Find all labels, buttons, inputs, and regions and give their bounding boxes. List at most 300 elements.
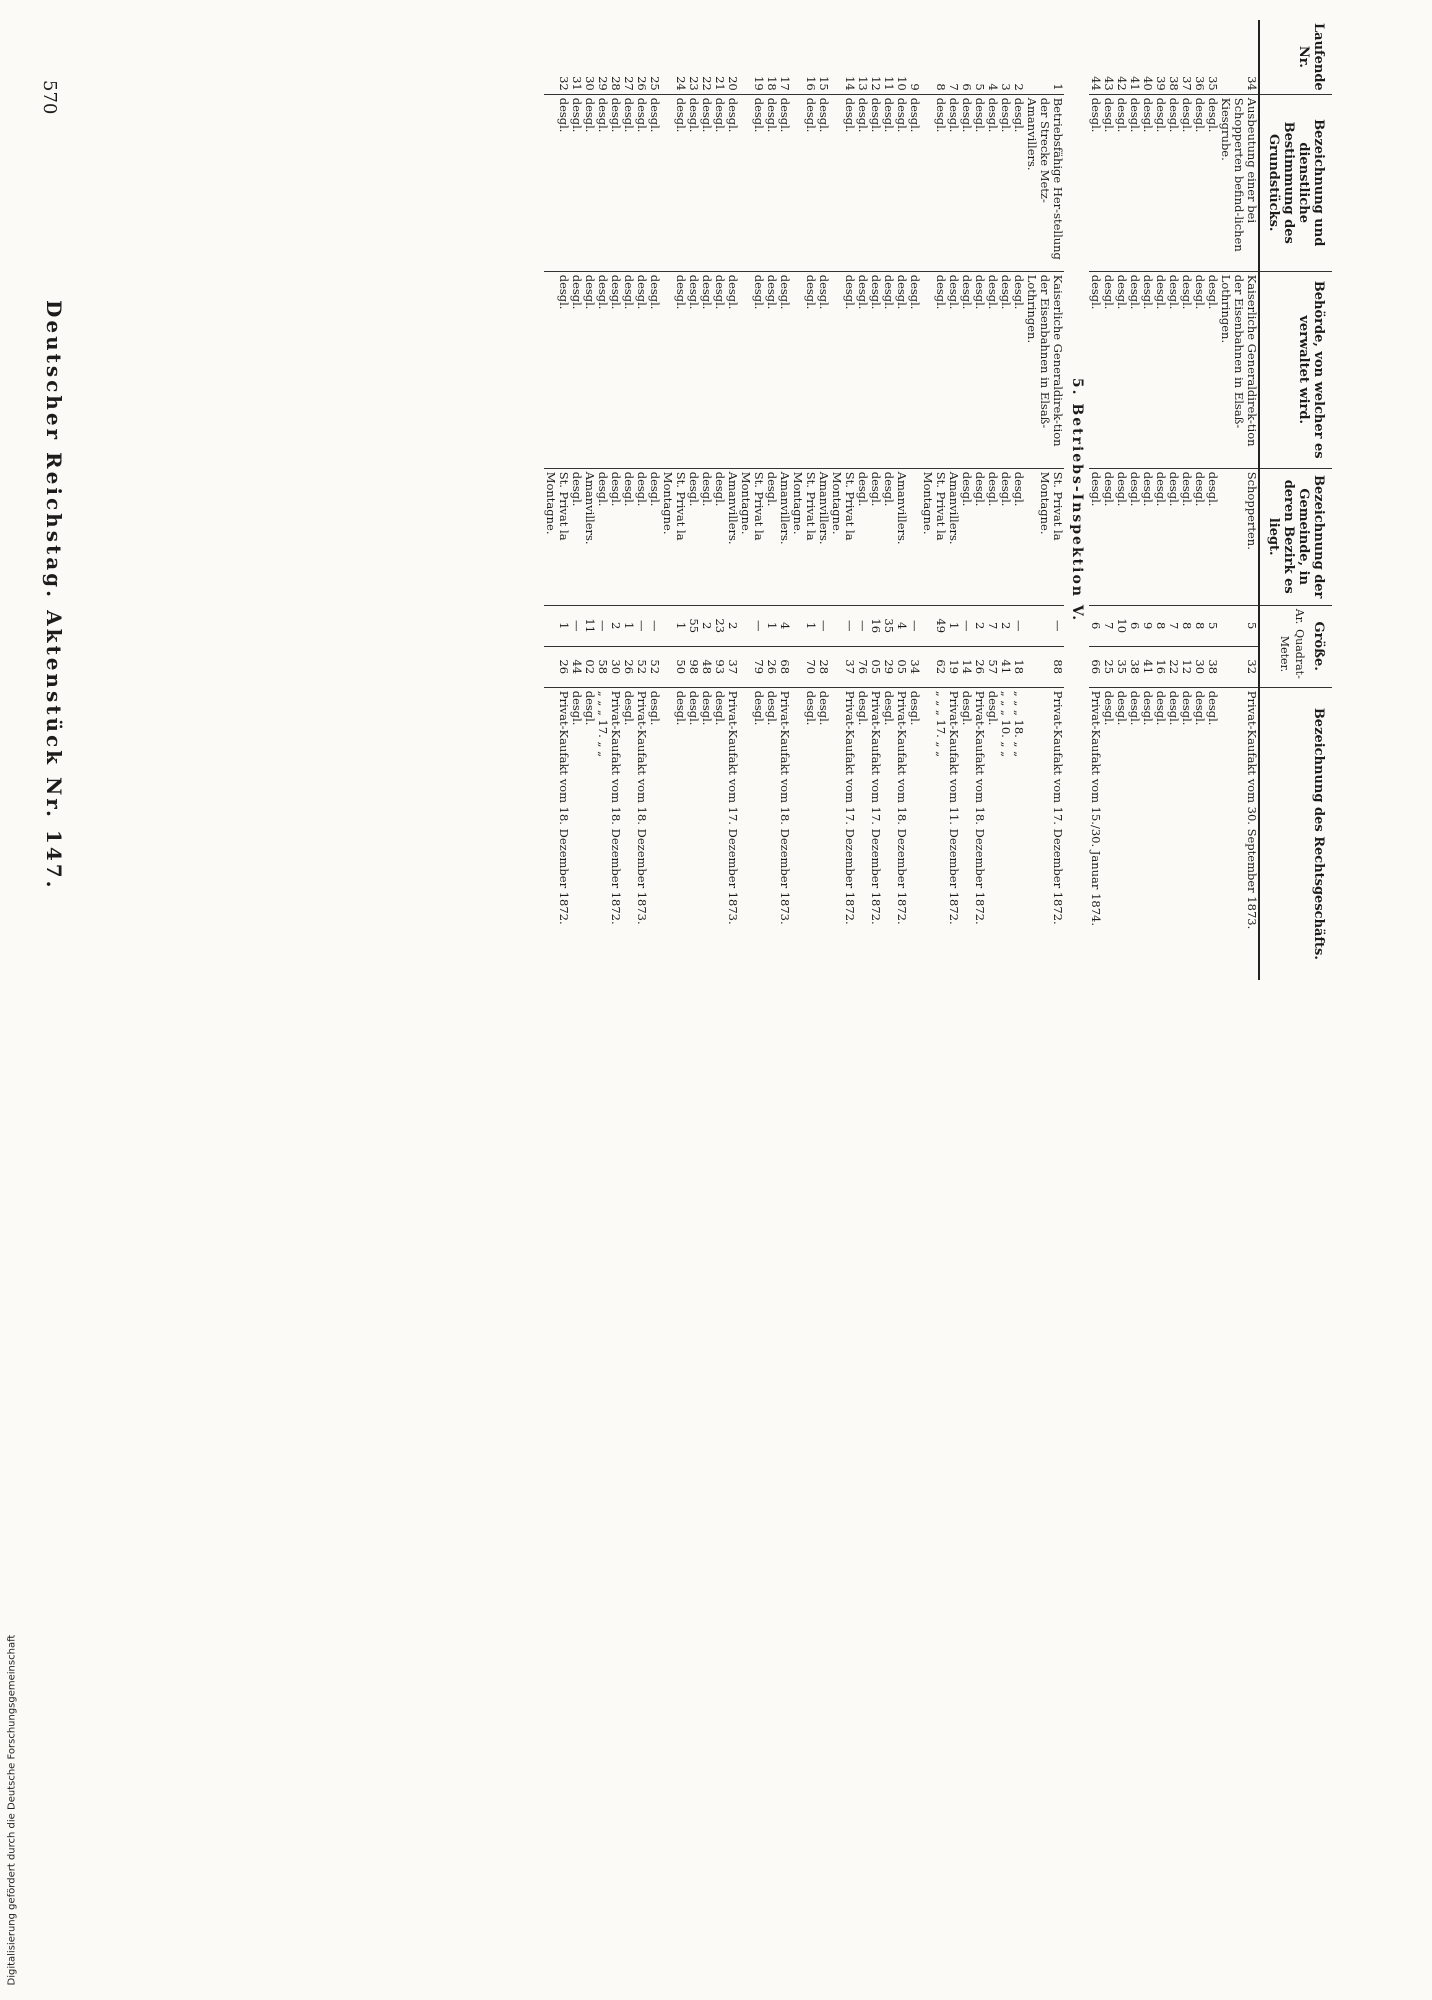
cell-qm: 41: [1141, 646, 1154, 687]
cell-qm: 57: [986, 646, 999, 687]
cell-rechtsgeschaeft: Privat-Kaufakt vom 17. Dezember 1873.: [726, 687, 739, 980]
cell-rechtsgeschaeft: desgl.: [700, 687, 713, 980]
cell-rechtsgeschaeft: Privat-Kaufakt vom 30. September 1873.: [1219, 687, 1259, 980]
cell-bezeichnung: desgl.: [570, 94, 583, 271]
table-row: [726, 20, 739, 980]
cell-nr: 20: [726, 76, 740, 91]
table-row: [1180, 20, 1193, 980]
cell-nr: 22: [700, 76, 714, 91]
cell-gemeinde: Amanvillers.: [947, 468, 960, 605]
cell-gemeinde: desgl.: [986, 468, 999, 605]
cell-bezeichnung: desgl.: [882, 94, 895, 271]
cell-ar: —: [817, 605, 830, 646]
cell-bezeichnung: desgl.: [1115, 94, 1128, 271]
cell-qm: 18: [1012, 646, 1025, 687]
cell-gemeinde: desgl.: [713, 468, 726, 605]
cell-bezeichnung: desgl.: [609, 94, 622, 271]
cell-bezeichnung: desgl.: [713, 94, 726, 271]
cell-gemeinde: St. Privat la Montagne.: [921, 468, 947, 605]
cell-behoerde: desgl.: [778, 271, 791, 468]
cell-ar: —: [1012, 605, 1025, 646]
cell-qm: 35: [1115, 646, 1128, 687]
cell-nr: 10: [895, 76, 909, 91]
cell-nr: 2: [1012, 83, 1026, 91]
cell-behoerde: desgl.: [687, 271, 700, 468]
cell-bezeichnung: desgl.: [1206, 94, 1219, 271]
cell-qm: 37: [726, 646, 739, 687]
cell-behoerde: desgl.: [1154, 271, 1167, 468]
cell-nr: 27: [622, 76, 636, 91]
cell-bezeichnung: desgl.: [817, 94, 830, 271]
cell-behoerde: desgl.: [960, 271, 973, 468]
cell-qm: 30: [1193, 646, 1206, 687]
cell-gemeinde: St. Privat la Montagne.: [791, 468, 817, 605]
digitization-note-text: Digitalisierung gefördert durch die Deutsche Forschungsgemeinschaft: [6, 1634, 18, 1986]
table-row: [869, 20, 882, 980]
cell-behoerde: desgl.: [1102, 271, 1115, 468]
cell-nr: 13: [856, 76, 870, 91]
cell-nr: 6: [960, 83, 974, 91]
cell-gemeinde: desgl.: [765, 468, 778, 605]
cell-nr: 31: [570, 76, 584, 91]
cell-nr: 36: [1193, 76, 1207, 91]
cell-bezeichnung: desgl.: [1193, 94, 1206, 271]
cell-gemeinde: desgl.: [960, 468, 973, 605]
cell-qm: 37: [830, 646, 856, 687]
table-row: [622, 20, 635, 980]
cell-bezeichnung: desgl.: [973, 94, 986, 271]
cell-bezeichnung: desgl.: [635, 94, 648, 271]
cell-ar: 2: [973, 605, 986, 646]
cell-behoerde: Kaiserliche Generaldirek-tion der Eisenbahnen in Elsaß-Lothringen.: [1219, 271, 1259, 468]
cell-rechtsgeschaeft: Privat-Kaufakt vom 17. Dezember 1872.: [830, 687, 856, 980]
cell-nr: 28: [609, 76, 623, 91]
cell-gemeinde: desgl.: [622, 468, 635, 605]
cell-qm: 12: [1180, 646, 1193, 687]
cell-rechtsgeschaeft: desgl.: [1167, 687, 1180, 980]
cell-behoerde: desgl.: [908, 271, 921, 468]
cell-qm: 16: [1154, 646, 1167, 687]
cell-rechtsgeschaeft: Privat-Kaufakt vom 18. Dezember 1872.: [895, 687, 908, 980]
table-row: [1089, 20, 1102, 980]
cell-bezeichnung: desgl.: [921, 94, 947, 271]
cell-gemeinde: St. Privat la Montagne.: [1025, 468, 1064, 605]
table-row: [1219, 20, 1259, 980]
cell-rechtsgeschaeft: Privat-Kaufakt vom 11. Dezember 1872.: [947, 687, 960, 980]
cell-ar: 1: [947, 605, 960, 646]
cell-bezeichnung: desgl.: [661, 94, 687, 271]
cell-nr: 42: [1115, 76, 1129, 91]
cell-qm: 44: [570, 646, 583, 687]
header-groesse-title: Größe.: [1311, 621, 1326, 671]
cell-gemeinde: desgl.: [648, 468, 661, 605]
digitization-note: [2, 1000, 20, 2000]
cell-ar: —: [830, 605, 856, 646]
header-ar: Ar.: [1293, 608, 1306, 625]
cell-nr: 3: [999, 83, 1013, 91]
cell-gemeinde: St. Privat la Montagne.: [544, 468, 570, 605]
cell-ar: —: [908, 605, 921, 646]
cell-ar: 1: [765, 605, 778, 646]
cell-qm: 52: [648, 646, 661, 687]
property-table: [544, 20, 1332, 980]
cell-bezeichnung: desgl.: [947, 94, 960, 271]
cell-rechtsgeschaeft: desgl.: [1128, 687, 1141, 980]
cell-behoerde: desgl.: [635, 271, 648, 468]
table-row: [687, 20, 700, 980]
cell-qm: 68: [778, 646, 791, 687]
cell-behoerde: desgl.: [986, 271, 999, 468]
cell-qm: 50: [661, 646, 687, 687]
cell-ar: 4: [895, 605, 908, 646]
cell-ar: —: [856, 605, 869, 646]
cell-ar: —: [596, 605, 609, 646]
cell-rechtsgeschaeft: desgl.: [817, 687, 830, 980]
cell-gemeinde: desgl.: [1141, 468, 1154, 605]
cell-gemeinde: desgl.: [1167, 468, 1180, 605]
cell-rechtsgeschaeft: Privat-Kaufakt vom 18. Dezember 1872.: [973, 687, 986, 980]
cell-nr: 11: [882, 76, 896, 91]
cell-ar: 2: [999, 605, 1012, 646]
cell-ar: 1: [661, 605, 687, 646]
cell-rechtsgeschaeft: desgl.: [687, 687, 700, 980]
cell-nr: 1: [1051, 83, 1065, 91]
cell-gemeinde: desgl.: [1012, 468, 1025, 605]
table-row: [700, 20, 713, 980]
cell-bezeichnung: desgl.: [726, 94, 739, 271]
cell-behoerde: desgl.: [765, 271, 778, 468]
header-gemeinde: Bezeichnung der Gemeinde, in deren Bezirk es liegt.: [1259, 468, 1332, 605]
cell-ar: 2: [726, 605, 739, 646]
cell-bezeichnung: desgl.: [1180, 94, 1193, 271]
cell-behoerde: desgl.: [882, 271, 895, 468]
cell-nr: 7: [947, 83, 961, 91]
cell-gemeinde: desgl.: [1193, 468, 1206, 605]
cell-behoerde: desgl.: [973, 271, 986, 468]
cell-behoerde: desgl.: [895, 271, 908, 468]
cell-ar: 7: [1167, 605, 1180, 646]
cell-nr: 17: [778, 76, 792, 91]
cell-gemeinde: desgl.: [869, 468, 882, 605]
cell-rechtsgeschaeft: desgl.: [648, 687, 661, 980]
cell-ar: 10: [1115, 605, 1128, 646]
cell-behoerde: desgl.: [544, 271, 570, 468]
cell-bezeichnung: desgl.: [1012, 94, 1025, 271]
cell-ar: 5: [1206, 605, 1219, 646]
cell-behoerde: desgl.: [947, 271, 960, 468]
cell-behoerde: desgl.: [791, 271, 817, 468]
cell-ar: 49: [921, 605, 947, 646]
cell-bezeichnung: desgl.: [1102, 94, 1115, 271]
table-row: [999, 20, 1012, 980]
cell-behoerde: desgl.: [661, 271, 687, 468]
cell-rechtsgeschaeft: „ „ „ 17. „ „: [596, 687, 609, 980]
cell-behoerde: desgl.: [583, 271, 596, 468]
cell-bezeichnung: desgl.: [869, 94, 882, 271]
cell-behoerde: desgl.: [1012, 271, 1025, 468]
cell-qm: 05: [869, 646, 882, 687]
cell-nr: 25: [648, 76, 662, 91]
cell-ar: 1: [622, 605, 635, 646]
cell-ar: 5: [1219, 605, 1259, 646]
cell-gemeinde: St. Privat la Montagne.: [739, 468, 765, 605]
cell-qm: 76: [856, 646, 869, 687]
cell-nr: 39: [1154, 76, 1168, 91]
cell-nr: 15: [817, 76, 831, 91]
cell-qm: 88: [1025, 646, 1064, 687]
table-row: [1167, 20, 1180, 980]
cell-behoerde: desgl.: [1206, 271, 1219, 468]
cell-gemeinde: desgl.: [1102, 468, 1115, 605]
cell-ar: 35: [882, 605, 895, 646]
table-row: [570, 20, 583, 980]
cell-bezeichnung: desgl.: [622, 94, 635, 271]
cell-ar: 8: [1180, 605, 1193, 646]
cell-bezeichnung: Ausbeutung einer bei Schopperten befind-lichen Kiesgrube.: [1219, 94, 1259, 271]
cell-behoerde: desgl.: [596, 271, 609, 468]
table-row: [544, 20, 570, 980]
header-behoerde: Behörde, von welcher es verwaltet wird.: [1259, 271, 1332, 468]
cell-ar: 7: [986, 605, 999, 646]
cell-bezeichnung: desgl.: [791, 94, 817, 271]
cell-ar: 7: [1102, 605, 1115, 646]
table-row: [947, 20, 960, 980]
cell-ar: 6: [1128, 605, 1141, 646]
cell-qm: 79: [739, 646, 765, 687]
table-row: [1193, 20, 1206, 980]
cell-gemeinde: Amanvillers.: [817, 468, 830, 605]
cell-ar: 9: [1141, 605, 1154, 646]
cell-behoerde: desgl.: [830, 271, 856, 468]
cell-gemeinde: Amanvillers.: [778, 468, 791, 605]
cell-nr: 16: [804, 76, 818, 91]
cell-gemeinde: desgl.: [1128, 468, 1141, 605]
cell-bezeichnung: desgl.: [1154, 94, 1167, 271]
cell-bezeichnung: desgl.: [1128, 94, 1141, 271]
table-row: [1115, 20, 1128, 980]
table-row: [596, 20, 609, 980]
cell-gemeinde: Amanvillers.: [895, 468, 908, 605]
table-row: [791, 20, 817, 980]
section-title: 5. Betriebs-Inspektion V.: [1069, 377, 1085, 623]
cell-rechtsgeschaeft: desgl.: [583, 687, 596, 980]
cell-bezeichnung: desgl.: [1141, 94, 1154, 271]
cell-ar: —: [570, 605, 583, 646]
cell-qm: 58: [596, 646, 609, 687]
cell-behoerde: desgl.: [570, 271, 583, 468]
cell-gemeinde: St. Privat la Montagne.: [830, 468, 856, 605]
table-row: [739, 20, 765, 980]
cell-bezeichnung: desgl.: [1089, 94, 1102, 271]
cell-bezeichnung: desgl.: [648, 94, 661, 271]
cell-behoerde: desgl.: [856, 271, 869, 468]
cell-qm: 29: [882, 646, 895, 687]
cell-qm: 48: [700, 646, 713, 687]
cell-bezeichnung: desgl.: [960, 94, 973, 271]
cell-qm: 28: [817, 646, 830, 687]
cell-rechtsgeschaeft: „ „ „ 10. „ „: [999, 687, 1012, 980]
cell-bezeichnung: desgl.: [583, 94, 596, 271]
table-row: [921, 20, 947, 980]
cell-ar: —: [635, 605, 648, 646]
cell-ar: 2: [609, 605, 622, 646]
cell-gemeinde: Amanvillers.: [583, 468, 596, 605]
cell-rechtsgeschaeft: Privat-Kaufakt vom 18. Dezember 1873.: [778, 687, 791, 980]
cell-qm: 05: [895, 646, 908, 687]
cell-behoerde: desgl.: [999, 271, 1012, 468]
table-row: [661, 20, 687, 980]
cell-rechtsgeschaeft: Privat-Kaufakt vom 17. Dezember 1872.: [1025, 687, 1064, 980]
cell-behoerde: desgl.: [1115, 271, 1128, 468]
cell-behoerde: desgl.: [1089, 271, 1102, 468]
cell-behoerde: desgl.: [609, 271, 622, 468]
cell-gemeinde: desgl.: [1115, 468, 1128, 605]
table-row: [973, 20, 986, 980]
table-body-top: [1089, 20, 1259, 980]
cell-gemeinde: desgl.: [856, 468, 869, 605]
cell-behoerde: desgl.: [1128, 271, 1141, 468]
table-row: [713, 20, 726, 980]
cell-nr: 32: [557, 76, 571, 91]
cell-rechtsgeschaeft: desgl.: [661, 687, 687, 980]
cell-qm: 66: [1089, 646, 1102, 687]
cell-ar: —: [739, 605, 765, 646]
cell-gemeinde: desgl.: [999, 468, 1012, 605]
header-groesse: [1259, 605, 1332, 687]
cell-rechtsgeschaeft: Privat-Kaufakt vom 18. Dezember 1873.: [635, 687, 648, 980]
cell-nr: 19: [752, 76, 766, 91]
table-row: [1025, 20, 1064, 980]
cell-qm: 41: [999, 646, 1012, 687]
cell-bezeichnung: desgl.: [765, 94, 778, 271]
cell-qm: 26: [765, 646, 778, 687]
table-row: [908, 20, 921, 980]
cell-rechtsgeschaeft: „ „ „ 17. „ „: [921, 687, 947, 980]
cell-bezeichnung: desgl.: [778, 94, 791, 271]
cell-rechtsgeschaeft: desgl.: [713, 687, 726, 980]
table-row: [882, 20, 895, 980]
cell-ar: 8: [1154, 605, 1167, 646]
header-rechtsgeschaeft: Bezeichnung des Rechtsgeschäfts.: [1259, 687, 1332, 980]
cell-qm: 22: [1167, 646, 1180, 687]
cell-nr: 30: [583, 76, 597, 91]
cell-nr: 35: [1206, 76, 1220, 91]
table-row: [1102, 20, 1115, 980]
cell-nr: 26: [635, 76, 649, 91]
cell-rechtsgeschaeft: desgl.: [570, 687, 583, 980]
cell-qm: 26: [622, 646, 635, 687]
cell-rechtsgeschaeft: desgl.: [1154, 687, 1167, 980]
table-row: [1206, 20, 1219, 980]
cell-qm: 26: [973, 646, 986, 687]
cell-bezeichnung: desgl.: [999, 94, 1012, 271]
table-row: [648, 20, 661, 980]
cell-ar: 2: [700, 605, 713, 646]
cell-ar: —: [1025, 605, 1064, 646]
cell-behoerde: Kaiserliche Generaldirek-tion der Eisenbahnen in Elsaß-Lothringen.: [1025, 271, 1064, 468]
table-row: [609, 20, 622, 980]
cell-rechtsgeschaeft: desgl.: [1193, 687, 1206, 980]
cell-qm: 26: [544, 646, 570, 687]
cell-gemeinde: Amanvillers.: [726, 468, 739, 605]
cell-ar: 23: [713, 605, 726, 646]
cell-bezeichnung: desgl.: [1167, 94, 1180, 271]
cell-behoerde: desgl.: [713, 271, 726, 468]
cell-nr: 9: [908, 83, 922, 91]
cell-rechtsgeschaeft: desgl.: [882, 687, 895, 980]
cell-behoerde: desgl.: [1167, 271, 1180, 468]
table-row: [986, 20, 999, 980]
cell-qm: 38: [1206, 646, 1219, 687]
cell-nr: 38: [1167, 76, 1181, 91]
cell-nr: 44: [1089, 76, 1103, 91]
cell-qm: 32: [1219, 646, 1259, 687]
cell-bezeichnung: desgl.: [830, 94, 856, 271]
cell-bezeichnung: desgl.: [687, 94, 700, 271]
cell-rechtsgeschaeft: desgl.: [1180, 687, 1193, 980]
cell-rechtsgeschaeft: desgl.: [986, 687, 999, 980]
table-row: [817, 20, 830, 980]
cell-qm: 19: [947, 646, 960, 687]
cell-qm: 70: [791, 646, 817, 687]
table-row: [1141, 20, 1154, 980]
cell-nr: 8: [934, 83, 948, 91]
table-row: [830, 20, 856, 980]
cell-ar: 11: [583, 605, 596, 646]
cell-qm: 38: [1128, 646, 1141, 687]
table-row: [1128, 20, 1141, 980]
cell-ar: —: [648, 605, 661, 646]
table-row: [778, 20, 791, 980]
cell-behoerde: desgl.: [726, 271, 739, 468]
cell-qm: 93: [713, 646, 726, 687]
cell-gemeinde: desgl.: [973, 468, 986, 605]
cell-rechtsgeschaeft: „ „ „ 18. „ „: [1012, 687, 1025, 980]
table-row: [895, 20, 908, 980]
cell-rechtsgeschaeft: desgl.: [765, 687, 778, 980]
table-row: [1012, 20, 1025, 980]
page-number: 570: [39, 80, 60, 115]
cell-gemeinde: desgl.: [1089, 468, 1102, 605]
cell-qm: 14: [960, 646, 973, 687]
cell-behoerde: desgl.: [869, 271, 882, 468]
cell-qm: 98: [687, 646, 700, 687]
header-bezeichnung: Bezeichnung und dienstliche Bestimmung des Grundstücks.: [1259, 94, 1332, 271]
cell-ar: —: [960, 605, 973, 646]
cell-rechtsgeschaeft: desgl.: [1115, 687, 1128, 980]
cell-bezeichnung: desgl.: [596, 94, 609, 271]
cell-rechtsgeschaeft: desgl.: [1141, 687, 1154, 980]
cell-nr: 24: [674, 76, 688, 91]
cell-bezeichnung: desgl.: [895, 94, 908, 271]
cell-rechtsgeschaeft: desgl.: [908, 687, 921, 980]
cell-rechtsgeschaeft: Privat-Kaufakt vom 18. Dezember 1872.: [544, 687, 570, 980]
cell-behoerde: desgl.: [921, 271, 947, 468]
cell-qm: 02: [583, 646, 596, 687]
cell-nr: 12: [869, 76, 883, 91]
cell-behoerde: desgl.: [1180, 271, 1193, 468]
cell-behoerde: desgl.: [1141, 271, 1154, 468]
cell-gemeinde: desgl.: [570, 468, 583, 605]
cell-rechtsgeschaeft: desgl.: [1206, 687, 1219, 980]
cell-qm: 34: [908, 646, 921, 687]
cell-bezeichnung: desgl.: [856, 94, 869, 271]
cell-rechtsgeschaeft: desgl.: [1102, 687, 1115, 980]
cell-nr: 34: [1245, 76, 1259, 91]
cell-behoerde: desgl.: [1193, 271, 1206, 468]
cell-gemeinde: desgl.: [635, 468, 648, 605]
cell-nr: 14: [843, 76, 857, 91]
